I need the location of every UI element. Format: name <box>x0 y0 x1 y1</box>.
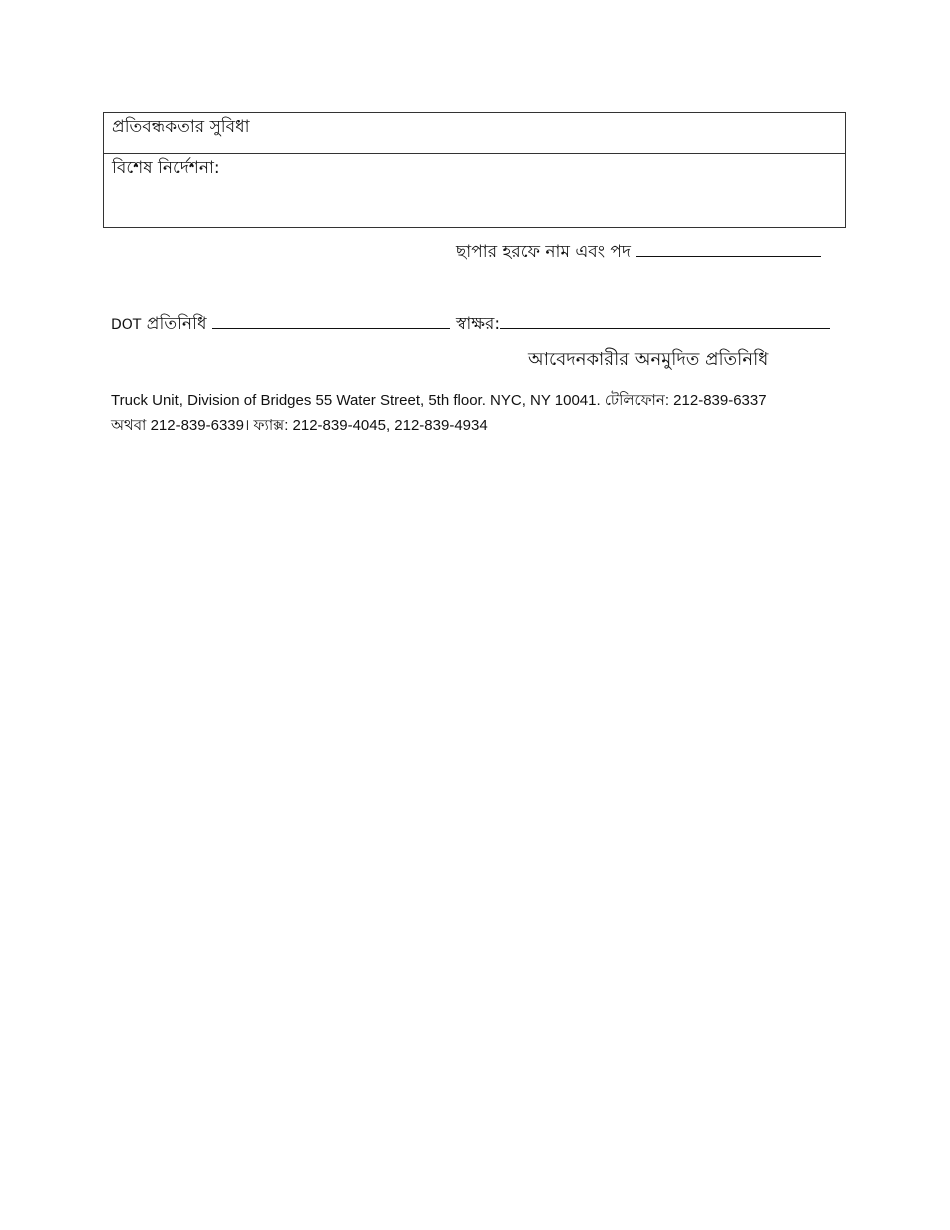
accommodation-row <box>104 113 845 154</box>
printed-name-label: ছাপার হরফে নাম এবং পদ <box>456 242 631 262</box>
address-line-1: Truck Unit, Division of Bridges 55 Water Street, 5th floor. NYC, NY 10041. টেলিফোন: 212-839-6337 <box>111 392 767 409</box>
signature-caption: আবেদনকারীর অনমুদিত প্রতিনিধি <box>528 349 769 370</box>
special-instructions-label: বিশেষ নির্দেশনা: <box>112 158 220 178</box>
accommodation-label: প্রতিবন্ধকতার সুবিধা <box>112 117 250 137</box>
printed-name-blank[interactable] <box>636 244 821 257</box>
address-line-2: অথবা 212-839-6339। ফ্যাক্স: 212-839-4045, 212-839-4934 <box>111 417 488 434</box>
signature-blank[interactable] <box>500 316 830 329</box>
printed-name-line <box>456 241 821 263</box>
dot-representative-line <box>111 313 450 336</box>
address-block <box>111 388 831 438</box>
signature-label: স্বাক্ষর: <box>456 314 501 334</box>
accommodation-box <box>103 112 846 228</box>
dot-representative-blank[interactable] <box>212 316 450 329</box>
dot-representative-label: প্রতিনিধি <box>146 314 207 334</box>
dot-prefix: DOT <box>111 317 142 333</box>
signature-line <box>456 313 830 335</box>
